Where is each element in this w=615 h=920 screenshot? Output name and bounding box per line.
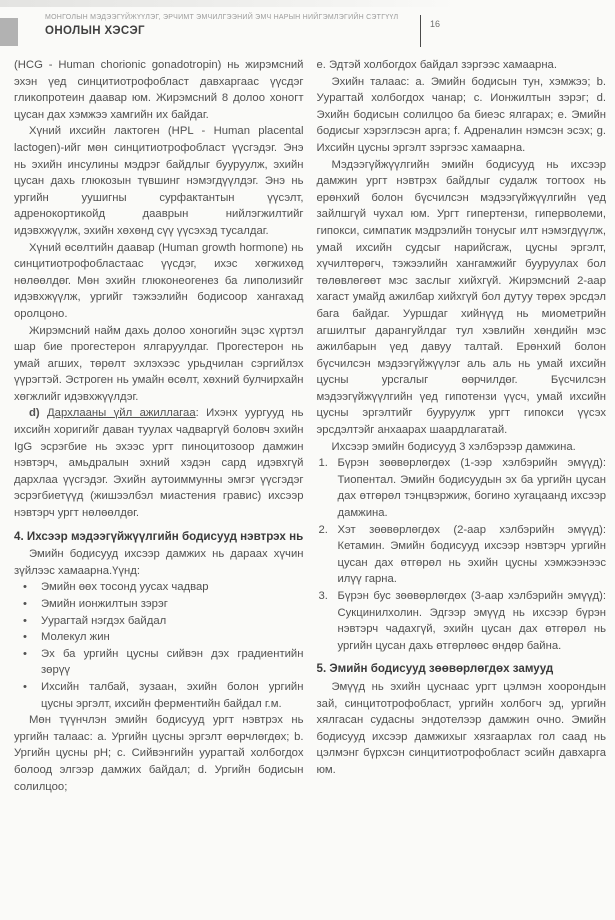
paragraph: e. Эдтэй холбогдох байдал зэргээс хамаарна. — [316, 59, 557, 71]
factor-bullet-list — [14, 579, 304, 712]
journal-title: МОНГОЛЫН МЭДЭЭГҮЙЖҮҮЛЭГ, ЭРЧИМТ ЭМЧИЛГЭЭНИЙ ЭМЧ НАРЫН НИЙГЭМЛЭГИЙН СЭТГҮҮЛ — [45, 14, 399, 21]
list-item — [317, 455, 607, 521]
paragraph: Мэдээгүйжүүлгийн эмийн бодисууд нь ихсээр дамжин ургт нэвтрэх байдлыг судалж тогтоох нь ерөнхий болон бүсчилсэн мэдээгүйжүүлгийн үед зайлшгүй чухал юм. Ургт гипертензи, гиперволеми, гипокси, симпатик мэдрэлийн тонусыг илт нэмэгдүүлж, умай ихсийн судсыг нарийсгаж, цусны эргэлт, хүчилтөрөгч, тэжээлийн хангамжийг бууруулах бол төлөвлөгөөт мэс заслыг хийхгүй. Жирэмсний 2-аар хагаст умайд ажилбар хийхгүй бол дутуу төрөх эрсдэл бага байдаг. Ууршдаг хийнүүд нь миометрийн агшилтыг дарангуйлдаг тул хэвлийн хөндийн мэс ажилбарын үед давуу талтай. Ерөнхий болон бүсчилсэн мэдээгүйжүүлэг аль аль нь умай ихсийн цусны урсгалыг өөрчилдөг. Бүсчилсэн мэдээгүйжүүлгийн үед гипотензи үүсч, умай ихсийн цусны эргэлтийг бууруулж ургт гипокси үүсэх эрсдэлтэйг анхаарах шаардлагатай. — [316, 158, 606, 437]
list-number: 2. — [318, 523, 328, 536]
paragraph: Мөн түүнчлэн эмийн бодисууд ургт нэвтрэх нь ургийн талаас: a. Ургийн цусны эргэлт өөрчлөгдөх; b. Ургийн цусны pH; c. Сийвэнгийн уурагтай холбогдох болоод элгээр дамжих байдал; d. Ургийн бодисын солилцоо; — [14, 714, 304, 793]
list-item — [317, 522, 607, 588]
list-item: • Эх ба ургийн цусны сийвэн дэх градиентийн зөрүү — [14, 646, 304, 679]
item-label: d) — [29, 407, 48, 420]
paragraph-rest: : Ихэнх уургууд нь ихсийн хоригийг даван туулах чадваргүй боловч эхийн IgG эсрэгбие нь эхээс ургт пиноцитозоор дамжин нэвтэрч, амьдралын эхний хэдэн сард идэвхгүй дархлаа үүсгэдэг. Эхийн аутоиммунны эмгэг үүсгэдэг эсрэгбиетүүд (жишээлбэл миастения гравис) ихсээр нэвтэрч ургт нөлөөлдөг. — [14, 407, 304, 520]
list-number: 1. — [318, 457, 328, 470]
paragraph: Хүний өсөлтийн даавар (Human growth hormone) нь синцитиотрофобластаас үүсдэг, ихэс хөгжихөд нөлөөлдөг. Мөн эхийн глюконеогенез ба липолизийг идэвхжүүлж, ургийг тэжээлийн бодисоор хангахад оролцоно. — [14, 241, 304, 320]
list-item: • Эмийн ионжилтын зэрэг — [14, 596, 304, 613]
section-title: ОНОЛЫН ХЭСЭГ — [45, 25, 145, 37]
right-column — [317, 57, 607, 795]
page-header — [0, 13, 615, 51]
list-item-text: Хэт зөөвөрлөгдөх (2-аар хэлбэрийн эмүүд): Кетамин. Эмийн бодисууд ихсээр нэвтэрч ургийн цусан дах өтгөрөл нь эхийн цусны хэмжээнээс илүү гарна. — [337, 523, 606, 586]
page-number: 16 — [430, 19, 441, 29]
paragraph: Эхийн талаас: a. Эмийн бодисын тун, хэмжээ; b. Уурагтай холбогдох чанар; c. Ионжилтын зэрэг; d. Эхийн бодисын солилцоо ба биеэс ялгарах; e. Эмийн бодисыг хэрэглэсэн арга; f. Адреналин нэмсэн эсэх; g. Ихсийн цусны эргэлт зэргээс хамаарна. — [316, 75, 606, 154]
paragraph: Жирэмсний найм дахь долоо хоногийн эцэс хүртэл шар бие прогестерон ялгаруулдаг. Прогестерон нь умай агших, төрөлт эхлэхээс урьдчилан сэргийлэх үүрэгтэй. Эстроген нь умайн өсөлт, хөхний булчирхайн хөгжлийг идэвхжүүлдэг. — [14, 324, 304, 403]
header-text-block — [45, 14, 398, 37]
header-divider — [420, 15, 421, 47]
two-column-body — [14, 57, 606, 795]
scan-edge-strip — [0, 0, 615, 7]
paragraph: Эмүүд нь эхийн цуснаас ургт цэлмэн хоорондын зай, синцитотрофобласт, ургийн холбогч эд, ургийн хялгасан судасны эндотелээр дамжин очно. Эмийн бодисууд ихсээр дамжихыг хязгаарлах гол саад нь цэлмэнг бүрхсэн синцитиотрофобласт эсийн давхарга юм. — [316, 680, 606, 776]
paragraph: Эмийн бодисууд ихсээр дамжих нь дараах хүчин зүйлээс хамаарна.Үүнд: — [14, 548, 304, 577]
transfer-types-list — [317, 455, 607, 654]
header-square-mark — [0, 18, 18, 46]
section-heading-4: 4. Ихсээр мэдээгүйжүүлгийн бодисууд нэвтрэх нь — [14, 529, 304, 543]
list-item: • Ихсийн талбай, зузаан, эхийн болон ургийн цусны эргэлт, ихсийн ферментийн байдал г.м. — [14, 679, 304, 712]
list-item: • Уурагтай нэгдэх байдал — [14, 613, 304, 630]
paragraph: (HCG - Human chorionic gonadotropin) нь жирэмсний эхэн үед синцитиотрофобласт давхаргаас үүсдэг гликопротеин даавар юм. Жирэмсний 8 долоо хоногт цусан дах хэмжээ хамгийн их байдаг. — [14, 59, 304, 121]
paragraph-immune-function — [14, 405, 304, 521]
underlined-phrase: Дархлааны үйл ажиллагаа — [47, 407, 196, 420]
paragraph: Ихсээр эмийн бодисууд 3 хэлбэрээр дамжина. — [331, 440, 576, 453]
list-item-text: Бүрэн зөөвөрлөгдөх (1-ээр хэлбэрийн эмүүд): Тиопентал. Эмийн бодисуудын эх ба ургийн цусан дах өтгөрөл тэнцвэржиж, богино хугацаанд ихсээр дамжина. — [337, 457, 606, 520]
paragraph: Хүний ихсийн лактоген (HPL - Human placental lactogen)-ийг мөн синцитиотрофобласт үүсгэдэг. Энэ нь эхийн инсулины мэдрэг байдлыг бууруулж, эхийн цусан дахь глюкозын түвшинг нэмэгдүүлдэг. Энэ нь ургийн уушигны сурфактантын үүсэлт, адренокортикойд дааврын нийлэгжилтийг идэвхжүүлж, эхийн хөхөнд сүү үүсэхэд тусалдаг. — [14, 125, 304, 237]
list-number: 3. — [318, 590, 328, 602]
list-item: • Молекул жин — [14, 629, 304, 646]
list-item — [317, 588, 607, 654]
list-item-text: Бүрэн бус зөөвөрлөгдөх (3-аар хэлбэрийн эмүүд): Сукцинилхолин. Эдгээр эмүүд нь ихсээр бүрэн нэвтэрч чадахгүй, эхийн цусан дах өтгөрөл нь ургийн цусан дахь өтгөрлөөс өндөр байна. — [337, 590, 606, 652]
list-item: • Эмийн өөх тосонд уусах чадвар — [14, 579, 304, 596]
section-heading-5: 5. Эмийн бодисууд зөөвөрлөгдөх замууд — [316, 662, 554, 676]
left-column — [14, 57, 304, 795]
